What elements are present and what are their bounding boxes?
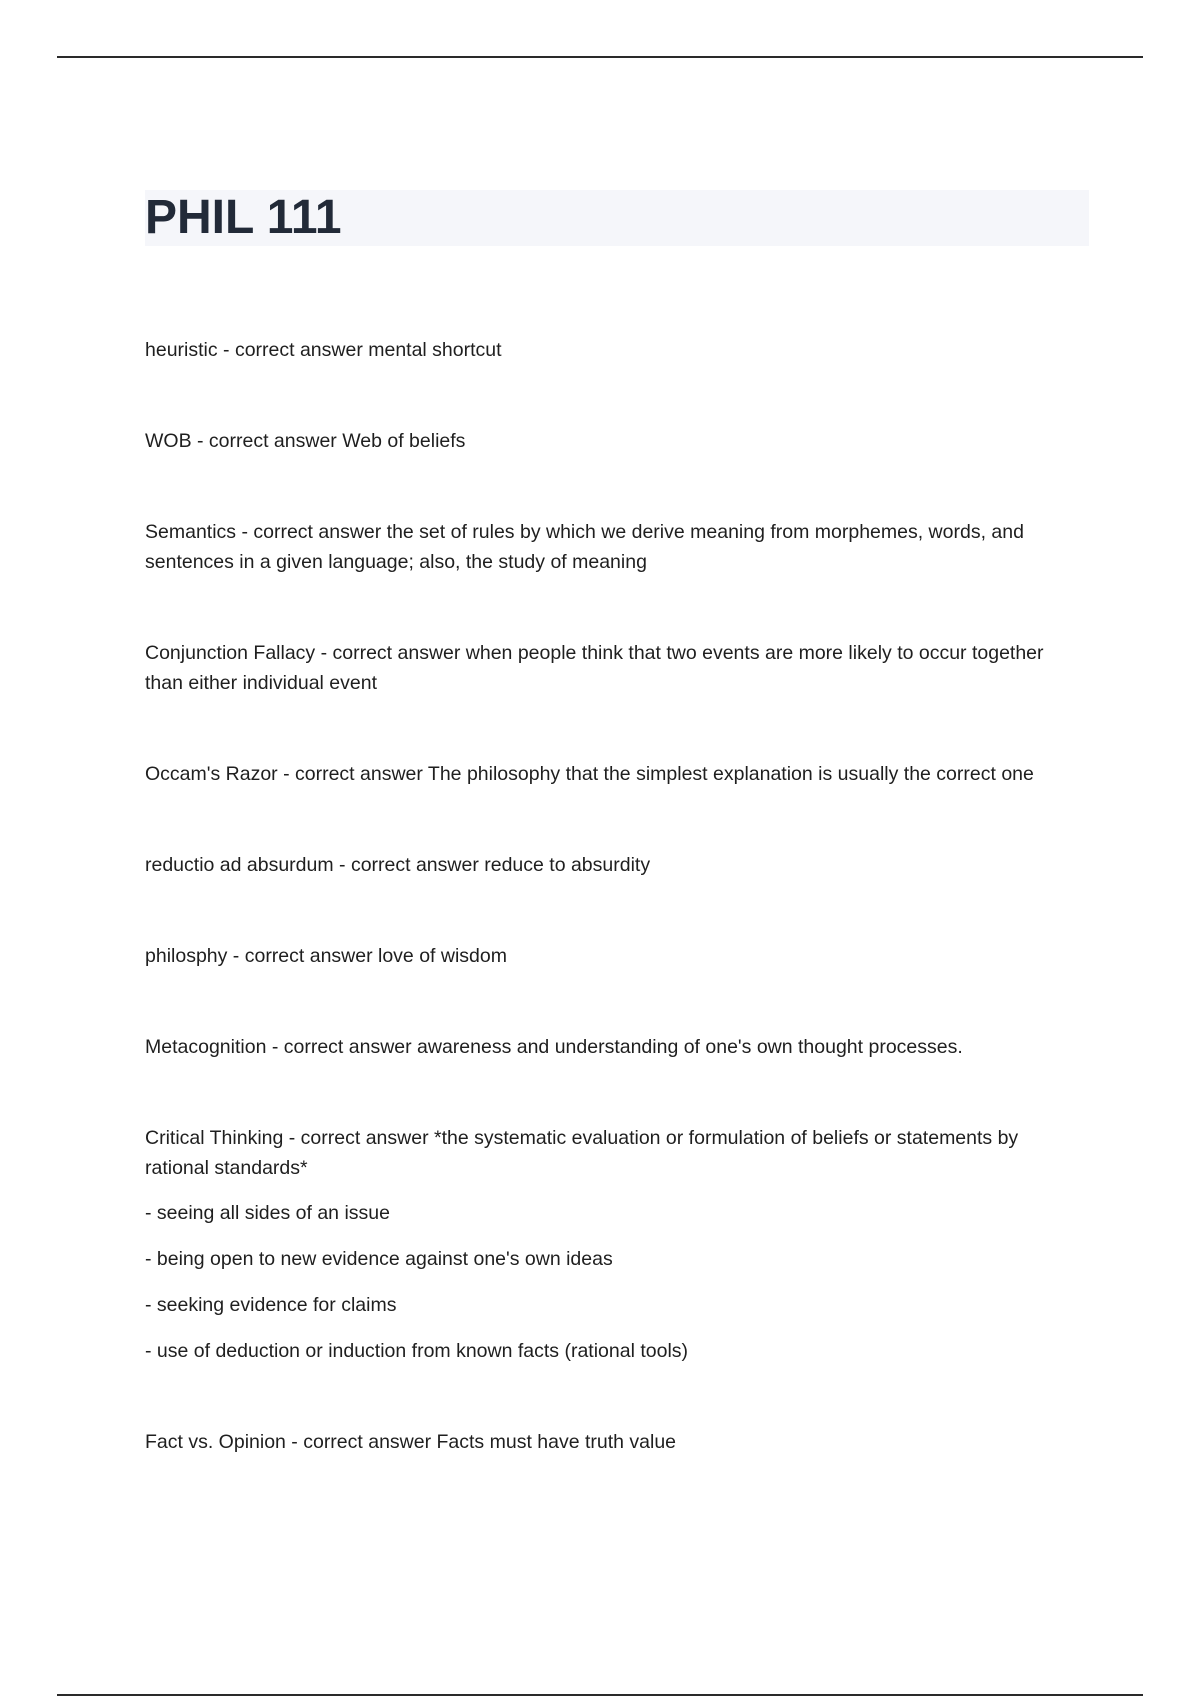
flashcard-list bbox=[145, 335, 1085, 1518]
entry-text: Metacognition - correct answer awareness and understanding of one's own thought processes. bbox=[145, 1036, 963, 1058]
sub-point: - seeking evidence for claims bbox=[145, 1294, 397, 1316]
entry-text: reductio ad absurdum - correct answer reduce to absurdity bbox=[145, 854, 651, 876]
list-item bbox=[145, 335, 1085, 365]
entry-text: Fact vs. Opinion - correct answer Facts must have truth value bbox=[145, 1431, 677, 1453]
entry-text: heuristic - correct answer mental shortcut bbox=[145, 339, 502, 361]
entry-text: Occam's Razor - correct answer The philosophy that the simplest explanation is usually the correct one bbox=[145, 763, 1034, 785]
entry-text: WOB - correct answer Web of beliefs bbox=[145, 430, 466, 452]
entry-text: Conjunction Fallacy - correct answer when people think that two events are more likely to occur together than either individual event bbox=[145, 642, 1044, 694]
list-item bbox=[145, 941, 1085, 971]
sub-point: - seeing all sides of an issue bbox=[145, 1202, 390, 1224]
list-item bbox=[145, 850, 1085, 880]
page-title: PHIL 111 bbox=[145, 191, 342, 244]
entry-text: philosphy - correct answer love of wisdom bbox=[145, 945, 507, 967]
list-item bbox=[145, 1427, 1085, 1457]
sub-point: - use of deduction or induction from known facts (rational tools) bbox=[145, 1340, 689, 1362]
list-item bbox=[145, 517, 1085, 577]
sub-point-list bbox=[145, 1198, 1085, 1366]
list-item bbox=[145, 759, 1085, 789]
footer-rule bbox=[57, 1694, 1143, 1696]
list-item bbox=[145, 638, 1085, 698]
entry-text: Critical Thinking - correct answer *the systematic evaluation or formulation of beliefs or statements by rational standards* bbox=[145, 1127, 1019, 1179]
list-item bbox=[145, 1123, 1085, 1366]
sub-point: - being open to new evidence against one's own ideas bbox=[145, 1248, 613, 1270]
list-item bbox=[145, 426, 1085, 456]
entry-text: Semantics - correct answer the set of rules by which we derive meaning from morphemes, words, and sentences in a given language; also, the study of meaning bbox=[145, 521, 1024, 573]
header-rule bbox=[57, 56, 1143, 58]
list-item bbox=[145, 1032, 1085, 1062]
